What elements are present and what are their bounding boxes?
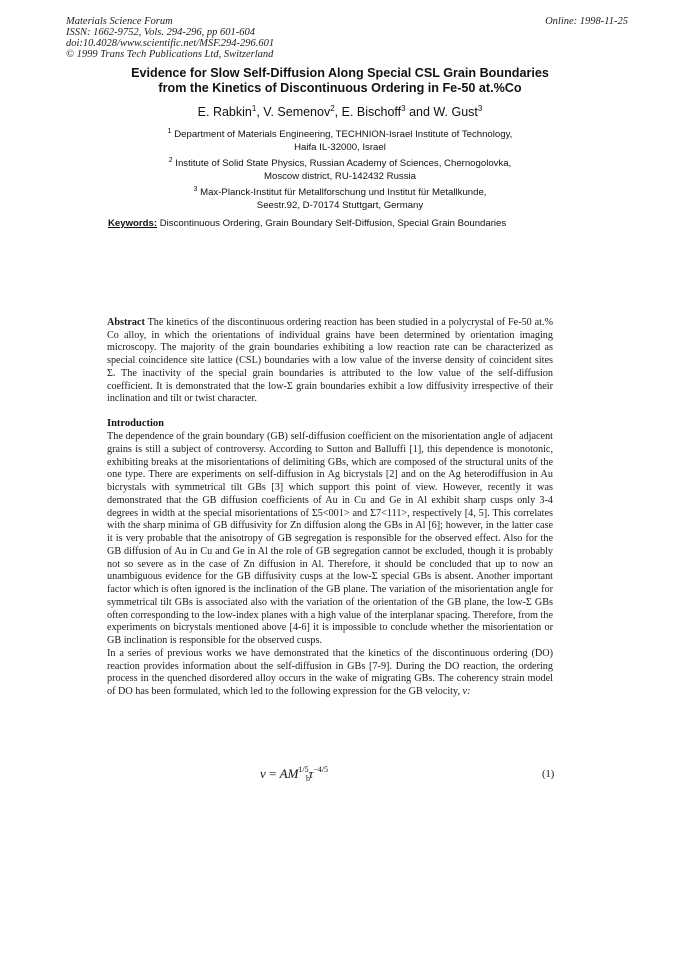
intro-paragraph-text: In a series of previous works we have demonstrated that the kinetics of the discontinuous ordering (DO) reaction provides information about the self-diffusion in GBs [7-9]. During the DO reaction, the ordering process in the quenched disordered alloy occurs in the wake of migrating GBs. The coherency strain model of DO has been formulated, which led to the following expression for the GB velocity, (107, 647, 553, 697)
journal-name: Materials Science Forum (66, 16, 173, 27)
affiliation-1 (80, 126, 600, 154)
affiliation-sup: 1 (167, 128, 172, 135)
title-line-2: from the Kinetics of Discontinuous Ordering in Fe-50 at.%Co (158, 80, 522, 95)
affiliation-2 (80, 155, 600, 183)
affiliation-line: Haifa IL-32000, Israel (294, 141, 386, 153)
affiliation-sup: 2 (168, 157, 173, 164)
abstract-text: The kinetics of the discontinuous ordering reaction has been studied in a polycrystal of Fe-50 at.% Co alloy, in which the orientations of individual grains have been determined by orientation imaging microscopy. The majority of the grain boundaries exhibiting a low reaction rate can be characterized as special coincidence site lattice (CSL) boundaries with a low value of the inverse density of coincident sites Σ. The inactivity of the special grain boundaries is attributed to the low value of the self-diffusion coefficient. It is demonstrated that the low-Σ grain boundaries exhibit a low diffusivity irrespective of their inclination and tilt or twist character. (107, 317, 553, 405)
intro-paragraph-2 (107, 648, 553, 699)
author-sup: 1 (251, 104, 257, 113)
keywords-text: Discontinuous Ordering, Grain Boundary Self-Diffusion, Special Grain Boundaries (159, 218, 507, 229)
affiliation-line: Institute of Solid State Physics, Russian Academy of Sciences, Chernogolovka, (175, 158, 512, 169)
keywords (108, 218, 588, 229)
eq-equals: = (265, 766, 280, 781)
section-heading-introduction: Introduction (107, 418, 164, 429)
issn-line: ISSN: 1662-9752, Vols. 294-296, pp 601-604 (66, 27, 255, 38)
copyright-line: © 1999 Trans Tech Publications Ltd, Switzerland (66, 49, 274, 60)
affiliation-sup: 3 (193, 186, 198, 193)
journal-header (66, 16, 274, 60)
author-name: E. Bischoff (341, 105, 402, 119)
author-list: E. Rabkin$^1$, V. Semenov$^2$, E. Bischoff$^3$ and W. Gust$^3$ (197, 104, 483, 119)
affiliation-3 (80, 184, 600, 212)
title-line-1: Evidence for Slow Self-Diffusion Along Special CSL Grain Boundaries (131, 66, 549, 80)
eq-exp-1: 1/5 (298, 765, 309, 774)
abstract (107, 317, 553, 406)
affiliation-line: Moscow district, RU-142432 Russia (264, 170, 416, 182)
eq-A: A (279, 766, 288, 781)
author-sup: 3 (401, 104, 406, 113)
affiliation-line: Department of Materials Engineering, TECHNION-Israel Institute of Technology, (174, 129, 513, 140)
author-sup: 2 (330, 104, 335, 113)
introduction-body (107, 431, 553, 699)
author-name: V. Semenov (263, 105, 331, 119)
affiliation-line: Seestr.92, D-70174 Stuttgart, Germany (256, 199, 424, 211)
eq-lhs: v (260, 766, 266, 781)
eq-sub: b (306, 774, 311, 783)
online-date: Online: 1998-11-25 (545, 16, 628, 27)
velocity-symbol: v: (462, 686, 471, 697)
affiliation-line: Max-Planck-Institut für Metallforschung und Institut für Metallkunde, (200, 187, 487, 198)
paper-title (60, 66, 620, 95)
equation-1 (260, 765, 560, 783)
eq-tau: τ (308, 766, 314, 781)
equation-number: (1) (542, 769, 555, 780)
doi-line: doi:10.4028/www.scientific.net/MSF.294-296.601 (66, 38, 275, 49)
eq-exp-2: −4/5 (313, 765, 329, 774)
author-name: W. Gust (433, 105, 478, 119)
intro-paragraph: The dependence of the grain boundary (GB) self-diffusion coefficient on the misorientation angle of adjacent grains is still a subject of controversy. According to Sutton and Balluffi [1], this dependence is monotonic, exhibiting breaks at the misorientations of delimiting GBs, which are composed of the structural units of the one type. There are experiments on self-diffusion in Ag bicrystals [2] and on the Ag heterodiffusion in Au bicrystals with symmetrical tilt GBs [3] which support this point of view. However, recently it was demonstrated that the GB diffusion coefficients of Au in Cu and Ge in Al exhibit sharp cusps only 3-4 degrees in width at the special misorientations of Σ5<001> and Σ7<111>, respectively [4, 5]. This correlates with the sharp minima of GB diffusivity for Zn diffusion along the GBs in Al [6]; however, in the latter case it is very probable that the anisotropy of GB segregation is responsible for the observed effect. Also for the GB diffusion of Au in Cu and Ge in Al the role of GB segregation cannot be excluded, though it is probably not so severe as in the case of Zn diffusion in Al. Therefore, it should be concluded that up to now an unambiguous evidence for the GB diffusivity cusps at the low-Σ special GBs is absent. Another important factor which is often ignored is the inclination of the GB plane. The variation of the misorientation angle for symmetrical tilt GBs is associated also with the variation of the orientation of the GB plane, the low-Σ GBs often corresponding to the low-index planes with a high value of the interplanar spacing. Therefore, from the experiments on bicrystals mentioned above [4-6] it is impossible to conclude whether the misorientation or GB inclination is responsible for the observed cusps. (107, 431, 553, 646)
abstract-label: Abstract (107, 317, 145, 328)
keywords-label: Keywords: (108, 218, 158, 229)
author-name: E. Rabkin (197, 105, 252, 119)
author-sup: 3 (477, 104, 483, 113)
eq-M: M (287, 766, 299, 781)
